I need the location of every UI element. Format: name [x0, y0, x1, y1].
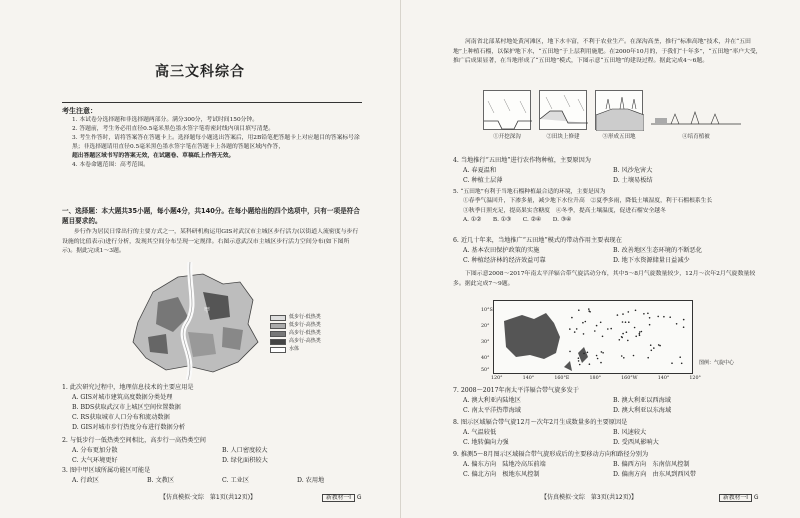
question-intro: 步行作为居民日常出行的主要方式之一，某科研机构运用GIS对武汉市主城区步行活力(以街道人流密度与步行设施的比值表示)进行分析，发现其空间分布呈现一定规律。右图示意武汉市主城区步行活力空间分布(如下图所示)。据此完成1～3题。 — [62, 229, 359, 255]
construction-process-figure — [483, 90, 763, 150]
option[interactable]: D. 农用地 — [297, 476, 325, 484]
cyclone-point — [649, 317, 651, 319]
legend-item — [270, 338, 330, 346]
question-8 — [453, 418, 753, 448]
exam-title: 高三文科综合 — [155, 64, 245, 80]
edition-badge-wrap — [719, 494, 758, 503]
legend-swatch — [270, 331, 286, 337]
legend-label: 低步行-高热类 — [289, 322, 321, 329]
option[interactable]: A. 偏东方向 陆地冷高压前端 — [463, 460, 546, 468]
legend-label: 高步行-低热类 — [289, 330, 321, 337]
cyclone-point — [663, 316, 665, 318]
version-tag: G — [753, 494, 759, 501]
sketch-graphic — [540, 91, 588, 131]
map-frame — [493, 300, 693, 374]
cyclone-point — [657, 316, 659, 318]
cyclone-point — [622, 333, 624, 335]
notice-item: 2. 答题前，考生务必用直径0.5毫米黑色墨水签字笔将密封线内项目填写清楚。 — [72, 126, 275, 133]
sketch-caption: ④培育植被 — [682, 134, 710, 140]
cyclone-point — [647, 357, 649, 359]
option[interactable]: D. 澳大利亚以东海域 — [613, 406, 672, 414]
right-page — [400, 0, 800, 518]
question-3 — [62, 466, 362, 486]
lon-label: 140° — [657, 376, 670, 381]
question-1 — [62, 383, 362, 433]
option-statement: ①春季气温回升，下渗多量，减少地下水位升高 ②夏季多雨，降低土壤湿度，利于石榴根系生长 — [463, 198, 713, 205]
cyclone-point — [643, 313, 645, 315]
cyclone-point — [596, 325, 598, 327]
cyclone-point — [621, 336, 623, 338]
edition-badge: 新教材一I — [719, 494, 752, 502]
cyclone-point — [596, 355, 598, 357]
option[interactable]: B. 人口密度较大 — [222, 446, 268, 454]
cyclone-point — [600, 362, 602, 364]
question-stem: 8. 图示区域辐合带气旋12月～次年2月生成数量多的主要原因是 — [453, 419, 628, 426]
cyclone-point — [600, 322, 602, 324]
option[interactable]: C. 工业区 — [222, 476, 250, 484]
passage-intro-2: 下图示意2008～2017年南太平洋辐合带气旋活动分布，其中5～8月气旋数量较少，12月～次年2月气旋数量较多。据此完成7～9题。 — [453, 271, 756, 287]
cyclone-point — [578, 357, 580, 359]
question-stem: 9. 推测5～8月图示区域辐合带气旋形成后的主要移动方向和路径分别为 — [453, 451, 649, 458]
lon-label: 120° — [689, 376, 701, 381]
question-stem: 4. 当地推行“五田地”进行农作物种植，主要原因为 — [453, 157, 591, 164]
option[interactable]: A. 澳大利亚内陆地区 — [463, 396, 521, 404]
lat-label: 40° — [481, 356, 490, 361]
option[interactable]: A. 分布更加分散 — [72, 446, 118, 454]
lon-label: 160°W — [621, 376, 638, 381]
legend-swatch — [270, 347, 286, 353]
cyclone-point — [639, 333, 641, 335]
question-stem: 6. 近几十年来，当地推广“五田地”模式的带动作用主要表现在 — [453, 237, 622, 244]
option[interactable]: B. 风速较大 — [613, 428, 647, 436]
question-2 — [62, 436, 362, 466]
question-6 — [453, 236, 753, 266]
cyclone-point — [658, 344, 660, 346]
sketch-3 — [595, 90, 643, 130]
cyclone-point — [639, 335, 641, 337]
option[interactable]: D. 土壤易板结 — [613, 176, 653, 184]
cyclone-point — [569, 351, 571, 353]
cyclone-point — [583, 353, 585, 355]
legend-swatch — [270, 315, 286, 321]
lon-label: 180° — [589, 376, 602, 381]
legend-label: 低步行-低热类 — [289, 314, 321, 321]
cyclone-point — [650, 344, 652, 346]
cyclone-point — [651, 350, 653, 352]
cyclone-point — [569, 328, 571, 330]
option[interactable]: C. 偏北方向 极地东风控制 — [463, 470, 540, 478]
legend-item — [270, 330, 330, 338]
cyclone-map — [481, 300, 781, 384]
legend-label: 水体 — [289, 346, 300, 353]
option[interactable]: B. 风沙危害大 — [613, 166, 653, 174]
cyclone-point — [574, 331, 576, 333]
cyclone-point — [659, 345, 661, 347]
sketch-caption: ③形成五田地 — [602, 134, 636, 140]
exam-notice — [62, 102, 362, 170]
question-7 — [453, 386, 753, 416]
cyclone-point — [579, 364, 581, 366]
question-stem: 3. 图中甲区域所属功能区可能是 — [62, 467, 151, 474]
lon-label: 160°E — [554, 376, 570, 381]
cyclone-point — [583, 333, 585, 335]
map-graphic — [118, 262, 268, 380]
notice-item: 4. 本卷命题范围：高考范围。 — [72, 162, 149, 169]
page-footer: 【仿真模拟·文综 第3页(共12页)】 — [541, 494, 638, 501]
option[interactable]: A. 气温较低 — [463, 428, 497, 436]
option[interactable]: D. 地下水资源储量日益减少 — [613, 256, 690, 264]
option[interactable]: B. BDS获取武汉市上城区空间位置数据 — [72, 403, 181, 411]
edition-badge-wrap — [322, 494, 361, 503]
cyclone-point — [633, 355, 635, 357]
lon-label: 140° — [522, 376, 535, 381]
cyclone-point — [635, 310, 637, 312]
cyclone-point — [619, 339, 621, 341]
cyclone-point — [649, 324, 651, 326]
wuhan-vitality-map — [118, 262, 328, 380]
lat-label: 30° — [481, 340, 490, 345]
cyclone-point — [597, 358, 599, 360]
cyclone-point — [578, 360, 580, 362]
cyclone-point — [617, 314, 619, 316]
option[interactable]: D. 受西风影响大 — [613, 438, 659, 446]
sketch-caption: ①开挖深沟 — [493, 134, 521, 140]
cyclone-point — [628, 321, 630, 323]
legend-swatch — [270, 323, 286, 329]
cyclone-point — [610, 328, 612, 330]
cyclone-point — [576, 328, 578, 330]
map-legend — [270, 314, 330, 354]
option[interactable]: A. 基本农田保护政策的实施 — [463, 246, 540, 254]
cyclone-point — [639, 331, 641, 333]
cyclone-point — [627, 340, 629, 342]
cyclone-point — [594, 330, 596, 332]
option[interactable]: C. RS获取城市人口分布和流动数据 — [72, 413, 170, 421]
cyclone-point — [601, 351, 603, 353]
cyclone-point — [626, 331, 628, 333]
cyclone-point — [587, 352, 589, 354]
page-footer: 【仿真模拟·文综 第1页(共12页)】 — [160, 494, 257, 501]
question-9 — [453, 450, 753, 480]
legend-item — [270, 314, 330, 322]
cyclone-point — [653, 347, 655, 349]
cyclone-point — [641, 331, 643, 333]
section-heading: 一、选择题：本大题共35小题，每小题4分，共140分。在每小题给出的四个选项中，只有一项是符合题目要求的。 — [62, 207, 360, 225]
question-stem: 2. 与低步行一低热类空间相比，高步行一高热类空间 — [62, 437, 206, 444]
notice-item: 3. 考生作答时，请将答案答在答题卡上。选择题每小题选出答案后，用2B铅笔把答题卡上对应题目的答案标号涂黑；非选择题请用直径0.5毫米黑色墨水签字笔在答题卡上各题的答题区域内作答， — [72, 135, 360, 151]
cyclone-point — [588, 308, 590, 310]
lat-label: 50° — [481, 368, 490, 373]
option[interactable]: A. 行政区 — [72, 476, 99, 484]
option[interactable]: C. 种植土层薄 — [463, 176, 503, 184]
notice-title: 考生注意： — [62, 107, 97, 115]
option-statement: ③秋季日照充足，提高果实含糖度 ④冬季，提高土壤温度，促进石榴安全越冬 — [463, 207, 666, 214]
cyclone-point — [628, 311, 630, 313]
cyclone-point — [634, 327, 636, 329]
sketch-caption: ②田块上修建 — [546, 134, 580, 140]
cyclone-point — [602, 352, 604, 354]
cyclone-point — [585, 321, 587, 323]
lat-label: 10°S — [481, 308, 493, 313]
notice-item: 1. 本试卷分选择题和非选择题两部分。满分300分，考试时间150分钟。 — [72, 117, 259, 124]
sketch-graphic — [596, 91, 644, 131]
legend-item — [270, 322, 330, 330]
cyclone-point — [582, 322, 584, 324]
cyclone-point — [607, 328, 609, 330]
option[interactable]: B. 澳大利亚以西海域 — [613, 396, 671, 404]
sketch-1 — [483, 90, 531, 130]
legend-item — [270, 346, 330, 354]
cyclone-point — [683, 326, 685, 328]
question-stem: 7. 2008～2017年南太平洋辐合带气旋多发于 — [453, 387, 579, 394]
option[interactable]: D. 绿化面积较大 — [222, 456, 268, 464]
cyclone-point — [635, 336, 637, 338]
cyclone-point — [671, 362, 673, 364]
option[interactable]: C. 大气环境更好 — [72, 456, 118, 464]
svg-text:甲: 甲 — [204, 307, 211, 314]
sketch-2 — [539, 90, 587, 130]
cyclone-point — [679, 356, 681, 358]
cyclone-point — [647, 313, 649, 315]
option[interactable]: A. 春夏温和 — [463, 166, 497, 174]
lat-label: 20° — [481, 324, 490, 329]
cyclone-point — [571, 317, 573, 319]
question-stem: 5. “五田地”有利于当地石榴种植最合适的环境，主要是因为 — [453, 189, 606, 195]
cyclone-point — [681, 363, 683, 365]
cyclone-point — [602, 336, 604, 338]
cyclone-point — [621, 355, 623, 357]
cyclone-point — [622, 321, 624, 323]
lon-label: 120° — [491, 376, 503, 381]
option[interactable]: B. 偏西方向 东南信风控制 — [613, 460, 690, 468]
edition-badge: 新教材一I — [322, 494, 355, 502]
cyclone-point — [683, 319, 685, 321]
notice-item-bold: 超出答题区域书写的答案无效，在试题卷、草稿纸上作答无效。 — [72, 153, 235, 160]
option[interactable]: B. 文教区 — [147, 476, 175, 484]
lon-axis — [491, 376, 701, 383]
question-5 — [453, 188, 763, 225]
option[interactable]: A. ①② B. ①③ C. ②④ D. ③④ — [463, 216, 572, 223]
sketch-4 — [651, 100, 741, 130]
cyclone-point — [669, 316, 671, 318]
legend-swatch — [270, 339, 286, 345]
cyclone-point — [588, 310, 590, 312]
sketch-graphic — [484, 91, 532, 131]
question-4 — [453, 156, 753, 186]
cyclone-point — [578, 309, 580, 311]
map-legend: 图例：气旋中心 — [699, 360, 735, 366]
sketch-graphic — [651, 100, 741, 130]
option[interactable]: D. 偏南方向 由东风到西风带 — [613, 470, 696, 478]
option[interactable]: C. 南太平洋热带海域 — [463, 406, 521, 414]
cyclone-point — [622, 313, 624, 315]
cyclone-point — [623, 357, 625, 359]
cyclone-point — [625, 321, 627, 323]
cyclone-point — [676, 323, 678, 325]
passage-intro: 河南省北部某村地处黄河滩区，地下水丰富，不利于农业生产。在深沟高垄，推行“标准高地”技术，并在“五田地”上种植石榴，以保护地下水，“五田地”于上层利用施肥。在2000年10月的，于我们“十年多”，“五田地”率户大受，推广后成果显著，在当地形成了“五田地”模式，下图示意“五田地”的建设过程。据此完成4～6题。 — [453, 39, 762, 65]
option[interactable]: D. GIS对城市步行热度分布进行数据分析 — [72, 423, 186, 431]
option[interactable]: C. 种植经济林的经济效益可靠 — [463, 256, 546, 264]
legend-label: 高步行-高热类 — [289, 338, 321, 345]
option[interactable]: C. 地转偏向力强 — [463, 438, 509, 446]
cyclone-point — [589, 363, 591, 365]
question-stem: 1. 此次研究过程中，地理信息技术的主要应用是 — [62, 384, 194, 391]
version-tag: G — [356, 494, 362, 501]
option[interactable]: B. 改善地区生态环境的不断恶化 — [613, 246, 702, 254]
map-graphic — [494, 301, 694, 375]
option[interactable]: A. GIS对城市建筑高度数据分类处理 — [72, 393, 173, 401]
